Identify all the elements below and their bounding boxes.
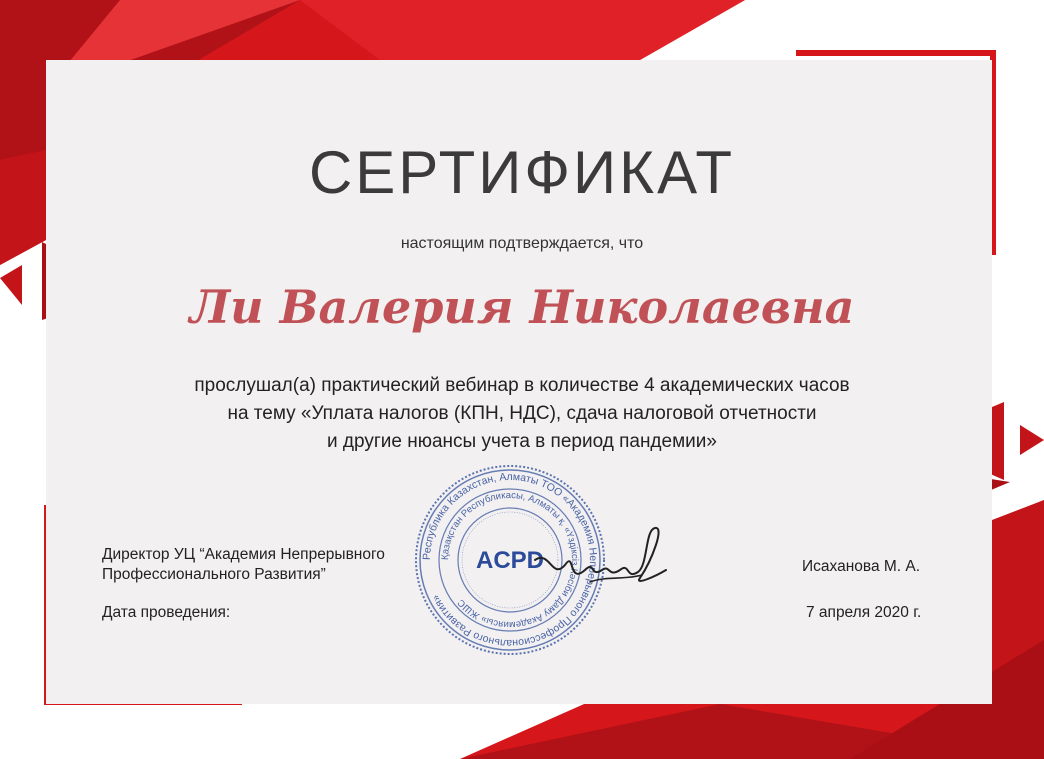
stamp-outer-text: Республика Казахстан, Алматы ТОО «Академия Непрерывного Профессионального Развития» xyxy=(420,470,600,650)
date-label: Дата проведения: xyxy=(102,604,231,621)
director-line: Профессионального Развития” xyxy=(102,566,326,583)
director-line: Директор УЦ “Академия Непрерывного xyxy=(102,546,385,563)
director-name: Исаханова М. А. xyxy=(802,558,921,575)
director-title xyxy=(102,545,385,585)
body-line: на тему «Уплата налогов (КПН, НДС), сдача налоговой отчетности xyxy=(227,403,817,424)
director-signature xyxy=(530,520,670,600)
date-value: 7 апреля 2020 г. xyxy=(806,604,922,621)
certificate-title: СЕРТИФИКАТ xyxy=(308,139,736,206)
stamp-logo: ACPD xyxy=(475,547,545,574)
recipient-name: Ли Валерия Николаевна xyxy=(189,280,855,334)
certificate-subtitle: настоящим подтверждается, что xyxy=(400,235,644,252)
certificate-body xyxy=(0,372,1044,456)
body-line: и другие нюансы учета в период пандемии» xyxy=(327,431,717,452)
stamp-inner-text: Қазақстан Республикасы, Алматы қ. «Үздіксіз Кәсіби Даму Академиясы» ЖШС xyxy=(439,489,581,631)
body-line: прослушал(а) практический вебинар в количестве 4 академических часов xyxy=(194,375,850,396)
